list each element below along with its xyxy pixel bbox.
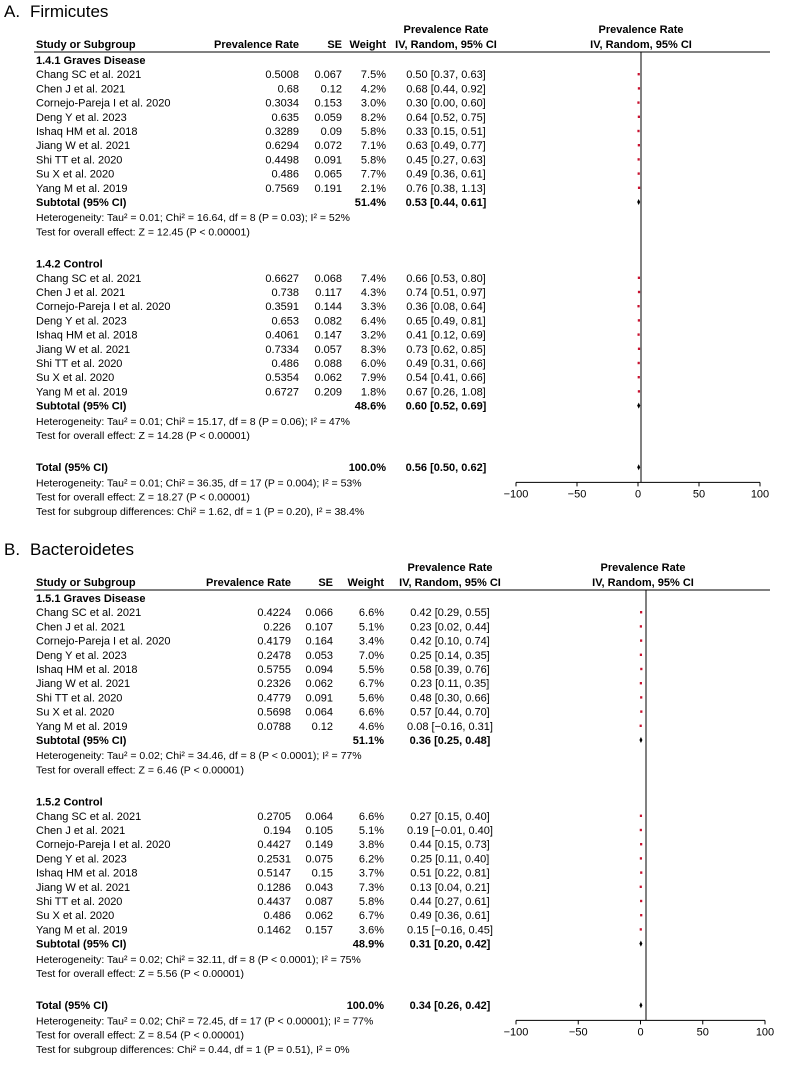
study-prevalence: 0.5008 (265, 69, 299, 82)
panel-title: Firmicutes (30, 2, 109, 21)
study-name: Cornejo-Pareja I et al. 2020 (36, 97, 171, 110)
study-weight: 6.6% (358, 706, 384, 719)
study-ci: 0.25 [0.11, 0.40] (410, 853, 490, 866)
study-marker (640, 611, 642, 613)
header-ci-top: Prevalence Rate (403, 24, 489, 36)
subtotal-label: Subtotal (95% CI) (36, 938, 127, 951)
header-se: SE (318, 577, 333, 589)
study-weight: 6.0% (360, 358, 386, 370)
study-name: Jiang W et al. 2021 (36, 678, 131, 691)
study-ci: 0.54 [0.41, 0.66] (406, 372, 486, 385)
subgroup-title: 1.4.1 Graves Disease (36, 55, 146, 67)
study-se: 0.062 (305, 678, 333, 691)
study-name: Cornejo-Pareja I et al. 2020 (36, 301, 171, 314)
study-name: Shi TT et al. 2020 (36, 358, 123, 370)
total-ci: 0.56 [0.50, 0.62] (405, 462, 487, 475)
study-name: Chang SC et al. 2021 (36, 272, 142, 285)
study-ci: 0.65 [0.49, 0.81] (406, 315, 486, 328)
study-prevalence: 0.6627 (265, 272, 299, 285)
study-prevalence: 0.486 (271, 358, 299, 370)
study-weight: 4.2% (360, 83, 386, 96)
study-name: Chen J et al. 2021 (36, 287, 126, 299)
subgroup-differences: Test for subgroup differences: Chi² = 0.44, df = 1 (P = 0.51), I² = 0% (36, 1043, 350, 1056)
study-prevalence: 0.1462 (257, 924, 291, 937)
study-ci: 0.23 [0.11, 0.35] (410, 678, 490, 691)
study-weight: 3.2% (360, 329, 386, 342)
study-marker (638, 116, 640, 118)
study-prevalence: 0.486 (271, 168, 299, 181)
subtotal-label: Subtotal (95% CI) (36, 735, 127, 747)
summary-diamond (639, 737, 642, 743)
study-marker (638, 187, 640, 189)
study-marker (638, 291, 640, 293)
study-prevalence: 0.0788 (257, 720, 291, 733)
subgroup-title: 1.5.2 Control (36, 796, 103, 809)
study-weight: 5.1% (358, 825, 384, 837)
study-ci: 0.68 [0.44, 0.92] (406, 83, 486, 96)
study-ci: 0.51 [0.22, 0.81] (410, 867, 490, 880)
study-ci: 0.41 [0.12, 0.69] (406, 329, 486, 342)
study-weight: 7.7% (360, 168, 386, 181)
study-weight: 6.4% (360, 315, 386, 328)
study-ci: 0.50 [0.37, 0.63] (406, 69, 486, 82)
study-weight: 6.7% (358, 910, 384, 923)
study-name: Ishaq HM et al. 2018 (36, 664, 138, 676)
study-ci: 0.36 [0.08, 0.64] (406, 301, 486, 314)
study-weight: 6.2% (358, 853, 384, 866)
header-ci-top: Prevalence Rate (407, 562, 493, 574)
subgroup-heterogeneity: Heterogeneity: Tau² = 0.02; Chi² = 32.11, df = 8 (P < 0.0001); I² = 75% (36, 953, 361, 966)
study-se: 0.057 (314, 343, 342, 356)
study-name: Cornejo-Pareja I et al. 2020 (36, 635, 171, 648)
total-heterogeneity: Heterogeneity: Tau² = 0.01; Chi² = 36.35, df = 17 (P = 0.004); I² = 53% (36, 477, 362, 490)
study-name: Deng Y et al. 2023 (36, 649, 127, 662)
subtotal-label: Subtotal (95% CI) (36, 197, 127, 209)
study-name: Chen J et al. 2021 (36, 83, 126, 96)
x-tick-label: 0 (637, 1026, 644, 1039)
study-ci: 0.73 [0.62, 0.85] (406, 343, 486, 356)
forest-panel-a (4, 2, 770, 518)
total-weight: 100.0% (346, 1000, 384, 1013)
study-name: Chang SC et al. 2021 (36, 810, 142, 823)
study-ci: 0.49 [0.36, 0.61] (406, 168, 486, 181)
study-se: 0.043 (305, 881, 333, 894)
study-se: 0.075 (305, 853, 333, 866)
study-se: 0.153 (314, 97, 342, 110)
study-name: Chang SC et al. 2021 (36, 69, 142, 82)
study-prevalence: 0.6727 (265, 386, 299, 399)
summary-diamond (637, 464, 640, 470)
study-marker (640, 900, 642, 902)
study-marker (640, 843, 642, 845)
study-se: 0.149 (305, 839, 333, 852)
study-weight: 3.3% (360, 301, 386, 314)
x-tick-label: 100 (750, 488, 770, 501)
study-se: 0.059 (314, 111, 342, 124)
study-se: 0.09 (320, 126, 342, 138)
subgroup-overall-effect: Test for overall effect: Z = 14.28 (P < 0.00001) (36, 430, 250, 442)
study-ci: 0.63 [0.49, 0.77] (406, 140, 486, 153)
subtotal-label: Subtotal (95% CI) (36, 400, 127, 413)
study-name: Yang M et al. 2019 (36, 386, 128, 399)
study-se: 0.062 (305, 910, 333, 923)
subgroup-differences: Test for subgroup differences: Chi² = 1.62, df = 1 (P = 0.20), I² = 38.4% (36, 505, 365, 518)
x-tick-label: −50 (568, 1026, 588, 1039)
study-ci: 0.64 [0.52, 0.75] (406, 111, 486, 124)
study-prevalence: 0.3034 (265, 97, 299, 110)
study-marker (638, 158, 640, 160)
study-prevalence: 0.4498 (265, 154, 299, 167)
subtotal-weight: 48.6% (354, 400, 386, 413)
study-marker (640, 682, 642, 684)
study-marker (640, 668, 642, 670)
study-se: 0.15 (311, 867, 333, 880)
header-prevalence: Prevalence Rate (214, 39, 299, 51)
study-weight: 6.6% (358, 810, 384, 823)
header-plot-bottom: IV, Random, 95% CI (592, 577, 694, 589)
header-plot-top: Prevalence Rate (598, 24, 684, 36)
total-overall-effect: Test for overall effect: Z = 8.54 (P < 0.00001) (36, 1029, 244, 1042)
study-prevalence: 0.6294 (265, 140, 299, 153)
study-marker (638, 376, 640, 378)
study-weight: 4.3% (360, 287, 386, 299)
study-ci: 0.15 [−0.16, 0.45] (407, 924, 493, 937)
panel-label: A. (4, 2, 21, 21)
study-prevalence: 0.7334 (265, 343, 299, 356)
study-marker (637, 101, 639, 103)
study-name: Ishaq HM et al. 2018 (36, 329, 138, 342)
study-ci: 0.27 [0.15, 0.40] (410, 810, 490, 823)
study-name: Su X et al. 2020 (36, 706, 115, 719)
study-prevalence: 0.4224 (257, 607, 291, 620)
study-prevalence: 0.653 (271, 315, 299, 328)
summary-diamond (639, 941, 642, 947)
study-marker (640, 928, 642, 930)
study-weight: 3.4% (358, 635, 384, 648)
study-ci: 0.66 [0.53, 0.80] (406, 272, 486, 285)
study-prevalence: 0.486 (263, 910, 291, 923)
subgroup-heterogeneity: Heterogeneity: Tau² = 0.01; Chi² = 15.17, df = 8 (P = 0.06); I² = 47% (36, 415, 350, 428)
study-se: 0.067 (314, 69, 342, 82)
study-name: Jiang W et al. 2021 (36, 140, 131, 153)
study-name: Shi TT et al. 2020 (36, 692, 123, 705)
study-marker (638, 333, 640, 335)
study-se: 0.164 (305, 635, 333, 648)
header-study: Study or Subgroup (36, 39, 136, 51)
total-label: Total (95% CI) (36, 1000, 108, 1013)
header-weight: Weight (347, 577, 384, 589)
subtotal-weight: 51.1% (352, 735, 384, 747)
study-marker (638, 348, 640, 350)
x-tick-label: 50 (696, 1026, 709, 1039)
header-se: SE (327, 39, 342, 51)
study-name: Su X et al. 2020 (36, 168, 115, 181)
study-prevalence: 0.4427 (257, 839, 291, 852)
study-name: Su X et al. 2020 (36, 910, 115, 923)
study-name: Ishaq HM et al. 2018 (36, 867, 138, 880)
study-weight: 7.0% (358, 649, 384, 662)
study-prevalence: 0.4437 (257, 896, 291, 908)
header-study: Study or Subgroup (36, 577, 136, 589)
study-marker (640, 815, 642, 817)
study-marker (638, 172, 640, 174)
summary-diamond (639, 1002, 642, 1008)
study-marker (640, 886, 642, 888)
study-marker (638, 390, 640, 392)
study-name: Cornejo-Pareja I et al. 2020 (36, 839, 171, 852)
study-marker (637, 305, 639, 307)
study-ci: 0.48 [0.30, 0.66] (410, 692, 490, 705)
subgroup-overall-effect: Test for overall effect: Z = 12.45 (P < 0.00001) (36, 226, 250, 239)
study-se: 0.209 (314, 386, 342, 399)
study-ci: 0.42 [0.29, 0.55] (410, 607, 490, 620)
study-se: 0.062 (314, 372, 342, 385)
header-plot-bottom: IV, Random, 95% CI (590, 39, 692, 51)
study-se: 0.065 (314, 168, 342, 181)
x-tick-label: −50 (567, 488, 587, 501)
study-prevalence: 0.738 (271, 287, 299, 299)
study-se: 0.066 (305, 607, 333, 620)
study-ci: 0.19 [−0.01, 0.40] (407, 825, 493, 837)
study-marker (638, 144, 640, 146)
header-weight: Weight (349, 39, 386, 51)
study-weight: 7.3% (358, 881, 384, 894)
study-ci: 0.57 [0.44, 0.70] (410, 706, 490, 719)
total-overall-effect: Test for overall effect: Z = 18.27 (P < 0.00001) (36, 491, 250, 504)
study-ci: 0.67 [0.26, 1.08] (406, 386, 486, 399)
study-name: Shi TT et al. 2020 (36, 896, 123, 908)
study-se: 0.105 (305, 825, 333, 837)
study-se: 0.082 (314, 315, 342, 328)
study-weight: 7.5% (360, 69, 386, 82)
total-label: Total (95% CI) (36, 462, 108, 475)
study-ci: 0.44 [0.27, 0.61] (410, 896, 490, 908)
panel-title: Bacteroidetes (30, 540, 134, 559)
study-ci: 0.13 [0.04, 0.21] (410, 881, 490, 894)
study-prevalence: 0.1286 (257, 881, 291, 894)
study-marker (638, 277, 640, 279)
study-se: 0.087 (305, 896, 333, 908)
study-marker (638, 87, 640, 89)
study-ci: 0.08 [−0.16, 0.31] (407, 720, 493, 733)
study-se: 0.12 (320, 83, 342, 96)
study-prevalence: 0.2531 (257, 853, 291, 866)
study-marker (638, 319, 640, 321)
study-se: 0.157 (305, 924, 333, 937)
summary-diamond (637, 199, 640, 205)
study-ci: 0.23 [0.02, 0.44] (410, 621, 490, 634)
study-se: 0.053 (305, 649, 333, 662)
study-weight: 3.0% (360, 97, 386, 110)
study-weight: 8.3% (360, 343, 386, 356)
study-prevalence: 0.5354 (265, 372, 299, 385)
header-prevalence: Prevalence Rate (206, 577, 291, 589)
study-weight: 6.6% (358, 607, 384, 620)
study-weight: 3.8% (358, 839, 384, 852)
subgroup-overall-effect: Test for overall effect: Z = 5.56 (P < 0.00001) (36, 968, 244, 980)
study-ci: 0.25 [0.14, 0.35] (410, 649, 490, 662)
study-marker (640, 639, 642, 641)
x-tick-label: −100 (503, 1026, 529, 1039)
study-ci: 0.74 [0.51, 0.97] (406, 287, 486, 299)
study-name: Su X et al. 2020 (36, 372, 115, 385)
study-se: 0.144 (314, 301, 342, 314)
study-prevalence: 0.4061 (265, 329, 299, 342)
study-name: Shi TT et al. 2020 (36, 154, 123, 167)
study-name: Yang M et al. 2019 (36, 720, 128, 733)
study-name: Jiang W et al. 2021 (36, 343, 131, 356)
subtotal-ci: 0.60 [0.52, 0.69] (405, 400, 487, 413)
study-name: Deng Y et al. 2023 (36, 111, 127, 124)
study-weight: 3.6% (358, 924, 384, 937)
subgroup-title: 1.4.2 Control (36, 258, 103, 271)
study-weight: 7.4% (360, 272, 386, 285)
study-se: 0.107 (305, 621, 333, 634)
x-tick-label: 50 (692, 488, 706, 501)
study-name: Deng Y et al. 2023 (36, 853, 127, 866)
study-ci: 0.33 [0.15, 0.51] (406, 126, 486, 138)
study-marker (640, 725, 642, 727)
study-prevalence: 0.7569 (265, 182, 299, 195)
study-weight: 1.8% (360, 386, 386, 399)
subgroup-title: 1.5.1 Graves Disease (36, 593, 146, 605)
study-weight: 7.1% (360, 140, 386, 153)
study-marker (640, 625, 642, 627)
study-ci: 0.44 [0.15, 0.73] (410, 839, 490, 852)
study-prevalence: 0.2326 (257, 678, 291, 691)
study-weight: 3.7% (358, 867, 384, 880)
study-se: 0.072 (314, 140, 342, 153)
study-weight: 5.5% (358, 664, 384, 676)
study-marker (640, 710, 642, 712)
study-ci: 0.45 [0.27, 0.63] (406, 154, 486, 167)
study-name: Deng Y et al. 2023 (36, 315, 127, 328)
study-se: 0.088 (314, 358, 342, 370)
total-ci: 0.34 [0.26, 0.42] (409, 1000, 491, 1013)
subgroup-heterogeneity: Heterogeneity: Tau² = 0.01; Chi² = 16.64, df = 8 (P = 0.03); I² = 52% (36, 212, 350, 225)
subtotal-weight: 48.9% (352, 938, 384, 951)
study-prevalence: 0.5147 (257, 867, 291, 880)
study-se: 0.091 (305, 692, 333, 705)
study-se: 0.064 (305, 810, 333, 823)
study-se: 0.094 (305, 664, 333, 676)
study-prevalence: 0.5755 (257, 664, 291, 676)
study-marker (638, 362, 640, 364)
study-weight: 5.6% (358, 692, 384, 705)
study-ci: 0.49 [0.31, 0.66] (406, 358, 486, 370)
study-prevalence: 0.194 (263, 825, 291, 837)
study-marker (640, 871, 642, 873)
study-name: Chang SC et al. 2021 (36, 607, 142, 620)
study-ci: 0.42 [0.10, 0.74] (410, 635, 490, 648)
summary-diamond (637, 403, 640, 409)
x-tick-label: −100 (503, 488, 529, 501)
study-se: 0.117 (315, 287, 342, 299)
study-ci: 0.30 [0.00, 0.60] (406, 97, 486, 110)
subgroup-heterogeneity: Heterogeneity: Tau² = 0.02; Chi² = 34.46, df = 8 (P < 0.0001); I² = 77% (36, 750, 362, 763)
study-ci: 0.58 [0.39, 0.76] (410, 664, 490, 676)
study-se: 0.064 (305, 706, 333, 719)
study-se: 0.191 (314, 182, 342, 195)
study-se: 0.068 (314, 272, 342, 285)
study-name: Chen J et al. 2021 (36, 825, 126, 837)
study-weight: 5.8% (360, 126, 386, 138)
study-name: Yang M et al. 2019 (36, 182, 128, 195)
study-weight: 2.1% (360, 182, 386, 195)
subtotal-weight: 51.4% (354, 197, 386, 209)
subtotal-ci: 0.36 [0.25, 0.48] (409, 735, 491, 747)
study-weight: 5.1% (358, 621, 384, 634)
study-prevalence: 0.2478 (257, 649, 291, 662)
study-name: Yang M et al. 2019 (36, 924, 128, 937)
study-marker (637, 130, 639, 132)
study-se: 0.12 (311, 720, 333, 733)
study-se: 0.147 (314, 329, 342, 342)
study-se: 0.091 (314, 154, 342, 167)
study-marker (640, 914, 642, 916)
header-plot-top: Prevalence Rate (600, 562, 686, 574)
study-marker (640, 654, 642, 656)
subtotal-ci: 0.31 [0.20, 0.42] (409, 938, 491, 951)
forest-panel-b (4, 540, 774, 1056)
subtotal-ci: 0.53 [0.44, 0.61] (405, 197, 487, 209)
study-marker (640, 829, 642, 831)
study-weight: 7.9% (360, 372, 386, 385)
x-tick-label: 0 (634, 488, 642, 501)
study-prevalence: 0.635 (271, 111, 299, 124)
x-tick-label: 100 (755, 1026, 775, 1039)
study-marker (640, 857, 642, 859)
study-weight: 8.2% (360, 111, 386, 124)
header-ci-bottom: IV, Random, 95% CI (395, 39, 497, 51)
study-prevalence: 0.68 (277, 83, 299, 96)
subgroup-overall-effect: Test for overall effect: Z = 6.46 (P < 0.00001) (36, 764, 244, 777)
study-prevalence: 0.5698 (257, 706, 291, 719)
study-ci: 0.49 [0.36, 0.61] (410, 910, 490, 923)
study-name: Ishaq HM et al. 2018 (36, 126, 138, 138)
study-marker (640, 696, 642, 698)
study-prevalence: 0.3591 (265, 301, 299, 314)
study-weight: 5.8% (358, 896, 384, 908)
study-prevalence: 0.4179 (257, 635, 291, 648)
panel-label: B. (4, 540, 21, 559)
header-ci-bottom: IV, Random, 95% CI (399, 577, 501, 589)
study-prevalence: 0.2705 (257, 810, 291, 823)
study-prevalence: 0.4779 (257, 692, 291, 705)
study-marker (638, 73, 640, 75)
study-name: Jiang W et al. 2021 (36, 881, 131, 894)
study-weight: 4.6% (358, 720, 384, 733)
study-prevalence: 0.3289 (265, 126, 299, 138)
total-weight: 100.0% (348, 462, 386, 475)
study-ci: 0.76 [0.38, 1.13] (406, 182, 486, 195)
study-weight: 5.8% (360, 154, 386, 167)
total-heterogeneity: Heterogeneity: Tau² = 0.02; Chi² = 72.45, df = 17 (P < 0.00001); I² = 77% (36, 1015, 374, 1028)
study-weight: 6.7% (358, 678, 384, 691)
study-name: Chen J et al. 2021 (36, 621, 126, 634)
study-prevalence: 0.226 (263, 621, 291, 634)
